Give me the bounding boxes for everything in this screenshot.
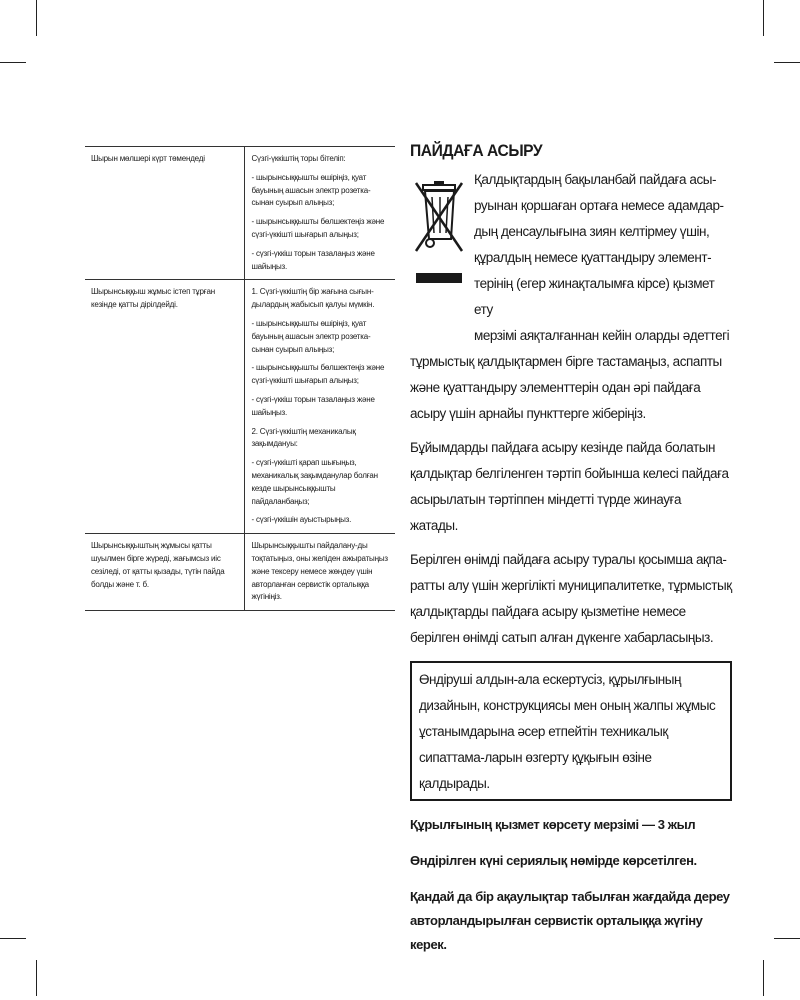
manufacturer-notice-text: Өндіруші алдын-ала ескертусіз, құрылғының дизайнын, конструкциясы мен оның жалпы жұмыс ұстанымдарына әсер етпейтін техникалық сипаттама-ларын өзгерту құқығын өзіне қалдырады. xyxy=(419,672,716,791)
section-heading: ПАЙДАҒА АСЫРУ xyxy=(410,141,543,160)
service-life: Құрылғының қызмет көрсету мерзімі — 3 жыл xyxy=(410,817,696,832)
solution-item: Сүзгі-үккіштің торы бітеліп: xyxy=(251,154,346,163)
problem-cell: Шырын мөлшері күрт төмендеді xyxy=(85,147,245,280)
recycling-paragraph: Берілген өнімді пайдаға асыру туралы қосымша ақпа-ратты алу үшін жергілікті муниципалитетке, тұрмыстық қалдықтарды пайдаға асыру қызметіне немесе берілген өнімді сатып алған дүкенге хабарласыңыз. xyxy=(410,552,732,645)
crop-mark xyxy=(0,62,26,63)
solution-item: 1. Сүзгі-үккіштің бір жағына сығын-дылардың жабысып қалуы мүмкін. xyxy=(251,287,375,310)
solution-item: - сүзгі-үккіш торын тазалаңыз және шайыңыз. xyxy=(251,394,375,417)
intro-line: дың денсаулығына зиян келтірмеу үшін, xyxy=(474,224,710,239)
intro-line: Қалдықтардың бақыланбай пайдаға асы- xyxy=(474,172,717,187)
solution-item: 2. Сүзгі-үккіштің механикалық зақымдануы: xyxy=(251,426,356,449)
solution-cell xyxy=(245,280,395,534)
solution-cell xyxy=(245,147,395,280)
problem-cell: Шырынсыққыштың жұмысы қатты шуылмен бірге жүреді, жағымсыз иіс сезіледі, от қатты қызады, түтін пайда болды және т. б. xyxy=(85,534,245,611)
solution-cell xyxy=(245,534,395,611)
solution-item: - сүзгі-үккішін ауыстырыңыз. xyxy=(251,515,352,525)
solution-item: - сүзгі-үккішті қарап шығыңыз, механикалық зақымданулар болған кезде шырынсыққышты пайдаланбаңыз; xyxy=(251,458,378,506)
solution-item: Шырынсыққышты пайдалану-ды тоқтатыңыз, оны желіден ажыратыңыз және тексеру немесе жөндеу үшін авторланған сервистік орталыққа жүгініңіз. xyxy=(251,541,388,602)
problem-cell: Шырынсыққыш жұмыс істеп тұрған кезінде қатты дірілдейді. xyxy=(85,280,245,534)
troubleshooting-table xyxy=(85,146,395,611)
recycling-paragraph: Бұйымдарды пайдаға асыру кезінде пайда болатын қалдықтар белгіленген тәртіп бойынша келесі пайдаға асырылатын тәртіппен міндетті түрде жинауға жатады. xyxy=(410,440,729,533)
crop-mark xyxy=(36,0,37,36)
intro-line: мерзімі аяқталғаннан кейін оларды әдеттегі xyxy=(474,328,730,343)
solution-item: - сүзгі-үккіш торын тазалаңыз және шайыңыз. xyxy=(251,248,375,271)
intro-line: руынан қоршаған ортаға немесе адамдар- xyxy=(474,198,724,213)
table-row xyxy=(85,147,395,280)
manufacturer-notice-box xyxy=(410,661,732,801)
crossed-out-wheelie-bin-icon xyxy=(410,177,466,297)
intro-block xyxy=(410,167,732,349)
solution-item: - шырынсыққышты өшіріңіз, қуат бауының ашасын электр розетка-сынан суырып алыңыз; xyxy=(251,318,371,354)
intro-line: құралдың немесе қуаттандыру элемент- xyxy=(474,250,712,265)
solution-item: - шырынсыққышты бөлшектеңіз және сүзгі-үккішті шығарып алыңыз; xyxy=(251,363,385,386)
crop-mark xyxy=(763,0,764,36)
recycling-section xyxy=(410,141,732,969)
solution-item: - шырынсыққышты бөлшектеңіз және сүзгі-үккішті шығарып алыңыз; xyxy=(251,217,385,239)
production-date: Өндірілген күні сериялық нөмірде көрсетілген. xyxy=(410,853,697,868)
table-row xyxy=(85,534,395,611)
crop-mark xyxy=(763,960,764,996)
crop-mark xyxy=(0,938,26,939)
crop-mark xyxy=(774,938,800,939)
solution-item: - шырынсыққышты өшіріңіз, қуат бауының ашасын электр розетка-сынан суырып алыңыз; xyxy=(251,172,371,208)
crop-mark xyxy=(36,960,37,996)
table-row xyxy=(85,280,395,534)
crop-mark xyxy=(774,62,800,63)
intro-lines xyxy=(474,167,732,349)
intro-continuation: тұрмыстық қалдықтармен бірге тастамаңыз, аспапты және қуаттандыру элементтерін одан әрі пайдаға асыру үшін арнайы пункттерге жіберіңіз. xyxy=(410,354,722,421)
defects-note: Қандай да бір ақаулықтар табылған жағдайда дереу авторландырылған сервистік орталыққа жүгіну керек. xyxy=(410,889,730,952)
intro-line: терінің (егер жинақталымға кірсе) қызмет ету xyxy=(474,276,715,317)
